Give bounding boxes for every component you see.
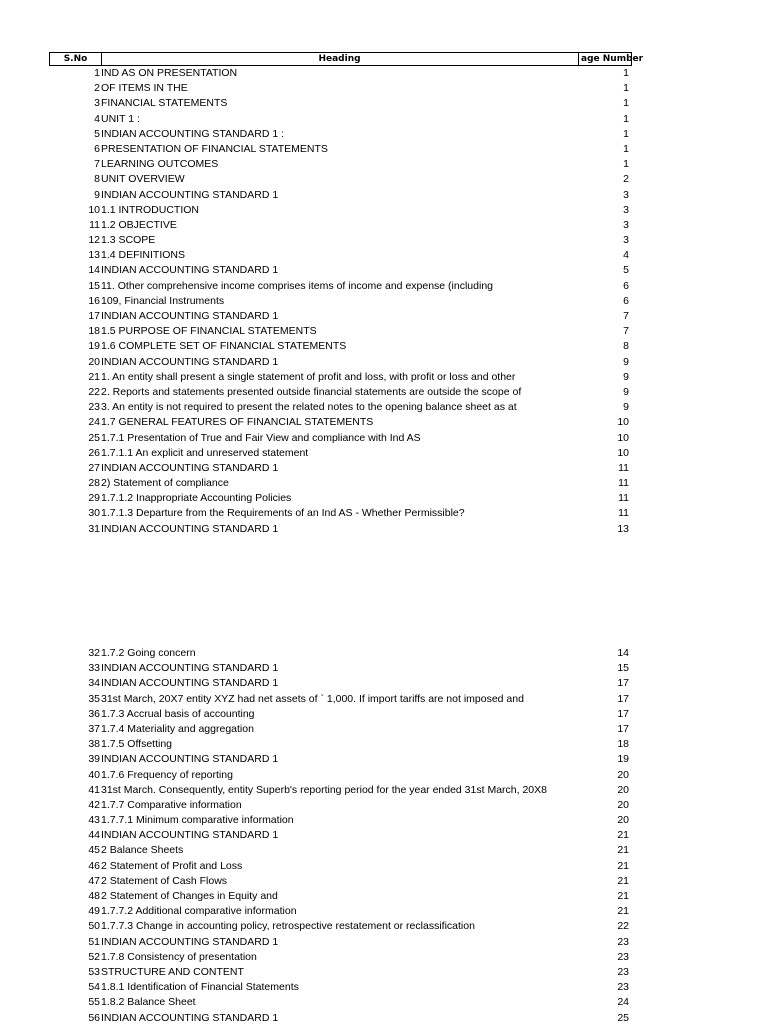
row-sno: 28 [88,477,100,490]
row-sno: 20 [88,355,100,368]
table-header [49,52,644,66]
row-heading: INDIAN ACCOUNTING STANDARD 1 [101,753,279,766]
table-row [0,752,768,767]
row-heading: 1.7.4 Materiality and aggregation [101,722,254,735]
row-heading: 1.7.1.1 An explicit and unreserved statement [101,446,309,459]
row-heading: INDIAN ACCOUNTING STANDARD 1 [101,461,279,474]
row-heading: 1.7.1.2 Inappropriate Accounting Policies [101,492,292,505]
row-heading: 1.1 INTRODUCTION [101,203,200,216]
table-row [0,798,768,813]
table-row [0,431,768,446]
row-sno: 44 [88,829,100,842]
row-heading: INDIAN ACCOUNTING STANDARD 1 : [101,127,284,140]
table-row [0,522,768,537]
row-heading: PRESENTATION OF FINANCIAL STATEMENTS [101,142,328,155]
row-heading: 2 Statement of Profit and Loss [101,859,243,872]
table-row [0,995,768,1010]
row-sno: 26 [88,446,100,459]
table-row [0,248,768,263]
row-sno: 1 [94,67,100,79]
row-page-number: 19 [617,753,629,766]
row-page-number: 1 [623,82,629,95]
row-heading: 2. Reports and statements presented outside financial statements are outside the scope of [101,385,522,398]
row-sno: 33 [88,662,100,675]
row-heading: 1.7.5 Offsetting [101,738,173,751]
row-page-number: 11 [618,461,629,474]
row-heading: 1.7.2 Going concern [101,647,196,659]
row-sno: 54 [88,981,100,994]
table-row [0,828,768,843]
row-page-number: 9 [623,385,629,398]
row-sno: 27 [88,461,100,474]
table-row [0,400,768,415]
row-page-number: 6 [623,279,629,292]
row-page-number: 11 [618,507,629,520]
row-page-number: 1 [623,112,629,125]
row-page-number: 21 [617,874,629,887]
row-sno: 55 [88,996,100,1009]
row-sno: 6 [94,142,100,155]
table-row [0,646,768,661]
row-heading: 1.7 GENERAL FEATURES OF FINANCIAL STATEMENTS [101,416,374,429]
row-heading: INDIAN ACCOUNTING STANDARD 1 [101,522,279,535]
row-heading: INDIAN ACCOUNTING STANDARD 1 [101,662,279,675]
header-heading: Heading [318,54,361,64]
row-page-number: 25 [617,1011,629,1024]
table-row [0,279,768,294]
table-row [0,294,768,309]
row-page-number: 20 [617,814,629,827]
table-row [0,919,768,934]
table-row [0,142,768,157]
row-page-number: 3 [623,234,629,247]
row-heading: 1.7.7.2 Additional comparative information [101,905,297,918]
table-row [0,722,768,737]
row-page-number: 23 [617,935,629,948]
table-row [0,980,768,995]
row-sno: 38 [88,738,100,751]
table-row [0,859,768,874]
row-page-number: 5 [623,264,629,277]
row-page-number: 14 [617,647,629,659]
row-sno: 52 [88,950,100,963]
row-sno: 43 [88,814,100,827]
table-row [0,66,768,81]
table-row [0,476,768,491]
table-row [0,661,768,676]
row-page-number: 1 [623,127,629,140]
row-heading: IND AS ON PRESENTATION [101,67,238,79]
row-page-number: 15 [617,662,629,675]
row-page-number: 1 [623,142,629,155]
row-heading: 1.8.1 Identification of Financial Statements [101,981,299,994]
row-heading: 2 Statement of Changes in Equity and [101,890,278,902]
row-sno: 12 [88,234,100,247]
header-page-number [578,53,644,65]
table-row [0,935,768,950]
header-page-number-label: age Number [581,54,644,64]
row-heading: 2) Statement of compliance [101,477,229,490]
row-sno: 41 [88,783,100,796]
row-sno: 35 [88,692,100,705]
row-sno: 16 [88,294,100,307]
row-sno: 46 [88,859,100,872]
table-row [0,506,768,521]
row-heading: 1.7.1 Presentation of True and Fair View and compliance with Ind AS [101,431,421,444]
row-page-number: 20 [617,768,629,781]
row-page-number: 23 [617,965,629,978]
table-row [0,233,768,248]
row-sno: 15 [88,279,100,292]
table-row [0,127,768,142]
row-page-number: 3 [623,188,629,201]
header-sno: S.No [50,53,102,65]
row-page-number: 24 [617,996,629,1009]
table-body-block-2 [0,646,768,1026]
row-page-number: 1 [623,67,629,79]
row-sno: 56 [88,1011,100,1024]
row-sno: 22 [88,385,100,398]
row-sno: 21 [88,370,100,383]
row-sno: 29 [88,492,100,505]
row-sno: 31 [88,522,100,535]
row-heading: INDIAN ACCOUNTING STANDARD 1 [101,355,279,368]
row-sno: 17 [88,310,100,322]
row-page-number: 7 [623,310,629,322]
row-page-number: 10 [617,446,629,459]
table-row [0,813,768,828]
row-page-number: 4 [623,249,629,262]
row-sno: 2 [94,82,100,95]
row-page-number: 20 [617,798,629,811]
row-page-number: 6 [623,294,629,307]
table-row [0,157,768,172]
row-sno: 11 [89,218,100,231]
row-heading: INDIAN ACCOUNTING STANDARD 1 [101,829,279,842]
row-heading: 1.7.3 Accrual basis of accounting [101,707,255,720]
row-heading: 109, Financial Instruments [101,294,225,307]
table-row [0,843,768,858]
row-heading: INDIAN ACCOUNTING STANDARD 1 [101,677,279,690]
row-page-number: 18 [617,738,629,751]
table-row [0,783,768,798]
table-row [0,172,768,187]
row-page-number: 20 [617,783,629,796]
row-page-number: 22 [617,920,629,933]
table-row [0,707,768,722]
row-sno: 3 [94,97,100,110]
row-sno: 48 [88,890,100,902]
row-page-number: 7 [623,325,629,338]
row-heading: INDIAN ACCOUNTING STANDARD 1 [101,1011,279,1024]
row-sno: 24 [88,416,100,429]
row-heading: 1.3 SCOPE [101,234,156,247]
row-heading: 1.8.2 Balance Sheet [101,996,196,1009]
table-row [0,446,768,461]
row-page-number: 11 [618,477,629,490]
row-page-number: 9 [623,370,629,383]
table-row [0,263,768,278]
table-row [0,324,768,339]
row-heading: 2 Statement of Cash Flows [101,874,228,887]
row-page-number: 21 [617,905,629,918]
row-page-number: 8 [623,340,629,353]
table-row [0,370,768,385]
row-sno: 9 [94,188,100,201]
row-sno: 45 [88,844,100,857]
row-heading: LEARNING OUTCOMES [101,158,219,171]
row-page-number: 21 [617,829,629,842]
table-row [0,1011,768,1026]
table-row [0,692,768,707]
table-row [0,339,768,354]
row-heading: 1.2 OBJECTIVE [101,218,177,231]
row-sno: 18 [88,325,100,338]
row-sno: 50 [88,920,100,933]
row-heading: 31st March. Consequently, entity Superb's reporting period for the year ended 31st March, 20X8 [101,783,547,796]
row-sno: 4 [94,112,100,125]
row-sno: 32 [88,647,100,659]
row-sno: 14 [88,264,100,277]
row-heading: OF ITEMS IN THE [101,82,188,95]
table-row [0,874,768,889]
row-sno: 34 [88,677,100,690]
row-heading: 1.7.8 Consistency of presentation [101,950,257,963]
table-row [0,768,768,783]
row-sno: 23 [88,401,100,414]
row-heading: UNIT OVERVIEW [101,173,185,186]
row-sno: 53 [88,965,100,978]
table-row [0,950,768,965]
row-heading: 3. An entity is not required to present the related notes to the opening balance sheet as at [101,401,517,414]
row-sno: 5 [94,127,100,140]
row-sno: 36 [88,707,100,720]
row-heading: 1.7.1.3 Departure from the Requirements of an Ind AS - Whether Permissible? [101,507,465,520]
row-sno: 39 [88,753,100,766]
row-heading: INDIAN ACCOUNTING STANDARD 1 [101,310,279,322]
row-heading: STRUCTURE AND CONTENT [101,965,244,978]
table-row [0,676,768,691]
row-page-number: 17 [617,722,629,735]
table-row [0,965,768,980]
row-page-number: 13 [617,522,629,535]
table-row [0,96,768,111]
row-page-number: 9 [623,401,629,414]
table-row [0,889,768,904]
row-heading: 1.5 PURPOSE OF FINANCIAL STATEMENTS [101,325,317,338]
table-row [0,904,768,919]
table-row [0,112,768,127]
row-page-number: 3 [623,203,629,216]
row-page-number: 17 [617,677,629,690]
row-heading: 2 Balance Sheets [101,844,184,857]
row-heading: 1.4 DEFINITIONS [101,249,186,262]
table-row [0,355,768,370]
row-page-number: 10 [617,431,629,444]
row-page-number: 1 [623,158,629,171]
row-heading: 11. Other comprehensive income comprises items of income and expense (including [101,279,493,292]
table-row [0,491,768,506]
row-page-number: 3 [623,218,629,231]
row-page-number: 17 [617,707,629,720]
row-heading: 1.7.6 Frequency of reporting [101,768,233,781]
row-heading: INDIAN ACCOUNTING STANDARD 1 [101,188,279,201]
table-row [0,461,768,476]
row-heading: 1.7.7 Comparative information [101,798,242,811]
row-sno: 51 [88,935,100,948]
row-page-number: 21 [617,859,629,872]
table-row [0,218,768,233]
row-page-number: 21 [617,890,629,902]
table-row [0,81,768,96]
row-sno: 37 [88,722,100,735]
row-heading: 1. An entity shall present a single statement of profit and loss, with profit or loss and other [101,370,516,383]
row-page-number: 2 [623,173,629,186]
row-page-number: 1 [623,97,629,110]
row-page-number: 23 [617,981,629,994]
row-sno: 10 [88,203,100,216]
row-sno: 8 [94,173,100,186]
row-page-number: 23 [617,950,629,963]
row-heading: 1.7.7.3 Change in accounting policy, retrospective restatement or reclassification [101,920,475,933]
table-row [0,309,768,324]
row-page-number: 11 [618,492,629,505]
table-row [0,415,768,430]
row-sno: 25 [88,431,100,444]
row-page-number: 9 [623,355,629,368]
row-sno: 40 [88,768,100,781]
row-sno: 19 [88,340,100,353]
row-heading: 1.6 COMPLETE SET OF FINANCIAL STATEMENTS [101,340,347,353]
row-sno: 30 [88,507,100,520]
table-row [0,737,768,752]
table-row [0,203,768,218]
row-heading: INDIAN ACCOUNTING STANDARD 1 [101,935,279,948]
row-sno: 42 [88,798,100,811]
row-heading: INDIAN ACCOUNTING STANDARD 1 [101,264,279,277]
row-page-number: 21 [617,844,629,857]
row-heading: FINANCIAL STATEMENTS [101,97,228,110]
table-body-block-1 [0,66,768,537]
table-row [0,385,768,400]
row-sno: 7 [94,158,100,171]
row-sno: 49 [88,905,100,918]
row-heading: 1.7.7.1 Minimum comparative information [101,814,294,827]
row-heading: UNIT 1 : [101,112,140,125]
row-sno: 47 [88,874,100,887]
row-heading: 31st March, 20X7 entity XYZ had net assets of ` 1,000. If import tariffs are not imposed and [101,692,524,705]
table-row [0,188,768,203]
row-sno: 13 [88,249,100,262]
row-page-number: 10 [617,416,629,429]
row-page-number: 17 [617,692,629,705]
